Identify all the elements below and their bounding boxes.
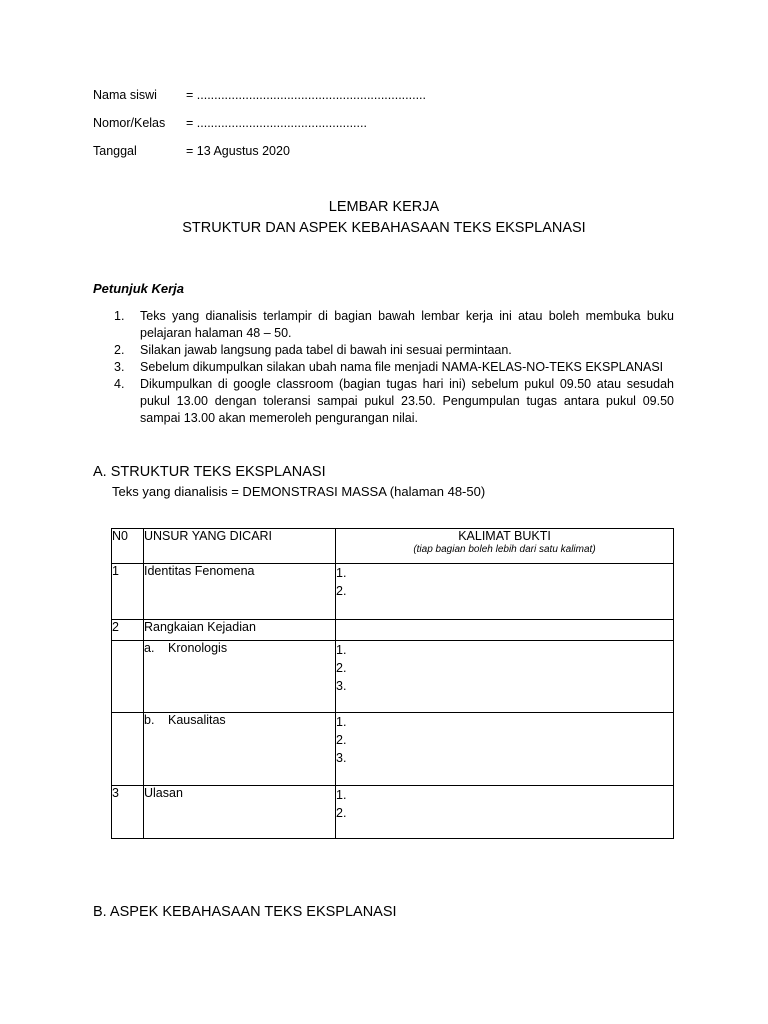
answer-line: 2. xyxy=(336,733,347,747)
answer-line: 1. xyxy=(336,788,347,802)
title-line-1: LEMBAR KERJA xyxy=(328,199,440,215)
table-row xyxy=(112,713,674,786)
answer-line: 2. xyxy=(336,806,347,820)
header-unsur: UNSUR YANG DICARI xyxy=(144,529,336,564)
instruction-item xyxy=(114,342,674,359)
instruction-text: Silakan jawab langsung pada tabel di bawah ini sesuai permintaan. xyxy=(140,343,512,357)
instruction-number: 3. xyxy=(114,360,125,374)
label-nomor-kelas: Nomor/Kelas xyxy=(93,116,166,130)
label-nama-siswi: Nama siswi xyxy=(93,88,157,102)
row-kalimat-bukti[interactable] xyxy=(336,620,674,641)
sub-item-text: Kausalitas xyxy=(168,713,226,727)
value-nomor-kelas: = ................................................. xyxy=(186,116,367,130)
answer-line: 2. xyxy=(336,584,347,598)
row-unsur xyxy=(144,641,336,713)
row-unsur xyxy=(144,713,336,786)
header-kalimat-bukti-label: KALIMAT BUKTI xyxy=(458,529,551,543)
row-unsur: Rangkaian Kejadian xyxy=(144,620,336,641)
sub-item-label: b. xyxy=(144,713,155,727)
row-kalimat-bukti[interactable] xyxy=(336,713,674,786)
instruction-text: Sebelum dikumpulkan silakan ubah nama file menjadi NAMA-KELAS-NO-TEKS EKSPLANASI xyxy=(140,360,664,374)
instruction-number: 4. xyxy=(114,377,125,391)
sub-item-text: Kronologis xyxy=(168,641,228,655)
instruction-item xyxy=(114,359,674,376)
header-no: N0 xyxy=(112,529,144,564)
instruction-number: 1. xyxy=(114,309,125,323)
value-tanggal: = 13 Agustus 2020 xyxy=(186,144,290,158)
answer-line: 1. xyxy=(336,643,347,657)
label-tanggal: Tanggal xyxy=(93,144,137,158)
title-line-2: STRUKTUR DAN ASPEK KEBAHASAAN TEKS EKSPLANASI xyxy=(182,220,586,236)
answer-line: 3. xyxy=(336,679,347,693)
structure-table xyxy=(111,528,674,839)
row-number xyxy=(112,641,144,713)
row-number xyxy=(112,713,144,786)
row-kalimat-bukti[interactable] xyxy=(336,564,674,620)
instructions-list xyxy=(114,308,674,427)
instruction-item xyxy=(114,308,674,342)
instruction-item xyxy=(114,376,674,427)
table-row xyxy=(112,620,674,641)
answer-line: 2. xyxy=(336,661,347,675)
section-a-subline: Teks yang dianalisis = DEMONSTRASI MASSA (halaman 48-50) xyxy=(112,484,486,499)
row-number: 1 xyxy=(112,564,144,620)
row-unsur: Identitas Fenomena xyxy=(144,564,336,620)
row-number: 3 xyxy=(112,786,144,839)
answer-line: 1. xyxy=(336,566,347,580)
table-row xyxy=(112,786,674,839)
table-row xyxy=(112,564,674,620)
row-kalimat-bukti[interactable] xyxy=(336,786,674,839)
instruction-text: Teks yang dianalisis terlampir di bagian bawah lembar kerja ini atau boleh membuka buku pelajaran halaman 48 – 50. xyxy=(140,309,674,340)
row-unsur: Ulasan xyxy=(144,786,336,839)
section-a-heading: A. STRUKTUR TEKS EKSPLANASI xyxy=(93,464,326,480)
header-kalimat-bukti xyxy=(336,529,674,564)
answer-line: 3. xyxy=(336,751,347,765)
sub-item-label: a. xyxy=(144,641,155,655)
row-number: 2 xyxy=(112,620,144,641)
instruction-number: 2. xyxy=(114,343,125,357)
answer-line: 1. xyxy=(336,715,347,729)
row-kalimat-bukti[interactable] xyxy=(336,641,674,713)
section-b-heading: B. ASPEK KEBAHASAAN TEKS EKSPLANASI xyxy=(93,904,397,920)
table-header-row xyxy=(112,529,674,564)
value-nama-siswi: = .................................................................. xyxy=(186,88,426,102)
table-row xyxy=(112,641,674,713)
instructions-heading: Petunjuk Kerja xyxy=(93,281,185,296)
header-kalimat-bukti-note: (tiap bagian boleh lebih dari satu kalimat) xyxy=(413,544,596,555)
instruction-text: Dikumpulkan di google classroom (bagian tugas hari ini) sebelum pukul 09.50 atau sesudah pukul 13.00 dengan toleransi sampai pukul 23.50. Pengumpulan tugas antara pukul 09.50 sampai 13.00 akan memeroleh pengurangan nilai. xyxy=(140,377,674,425)
